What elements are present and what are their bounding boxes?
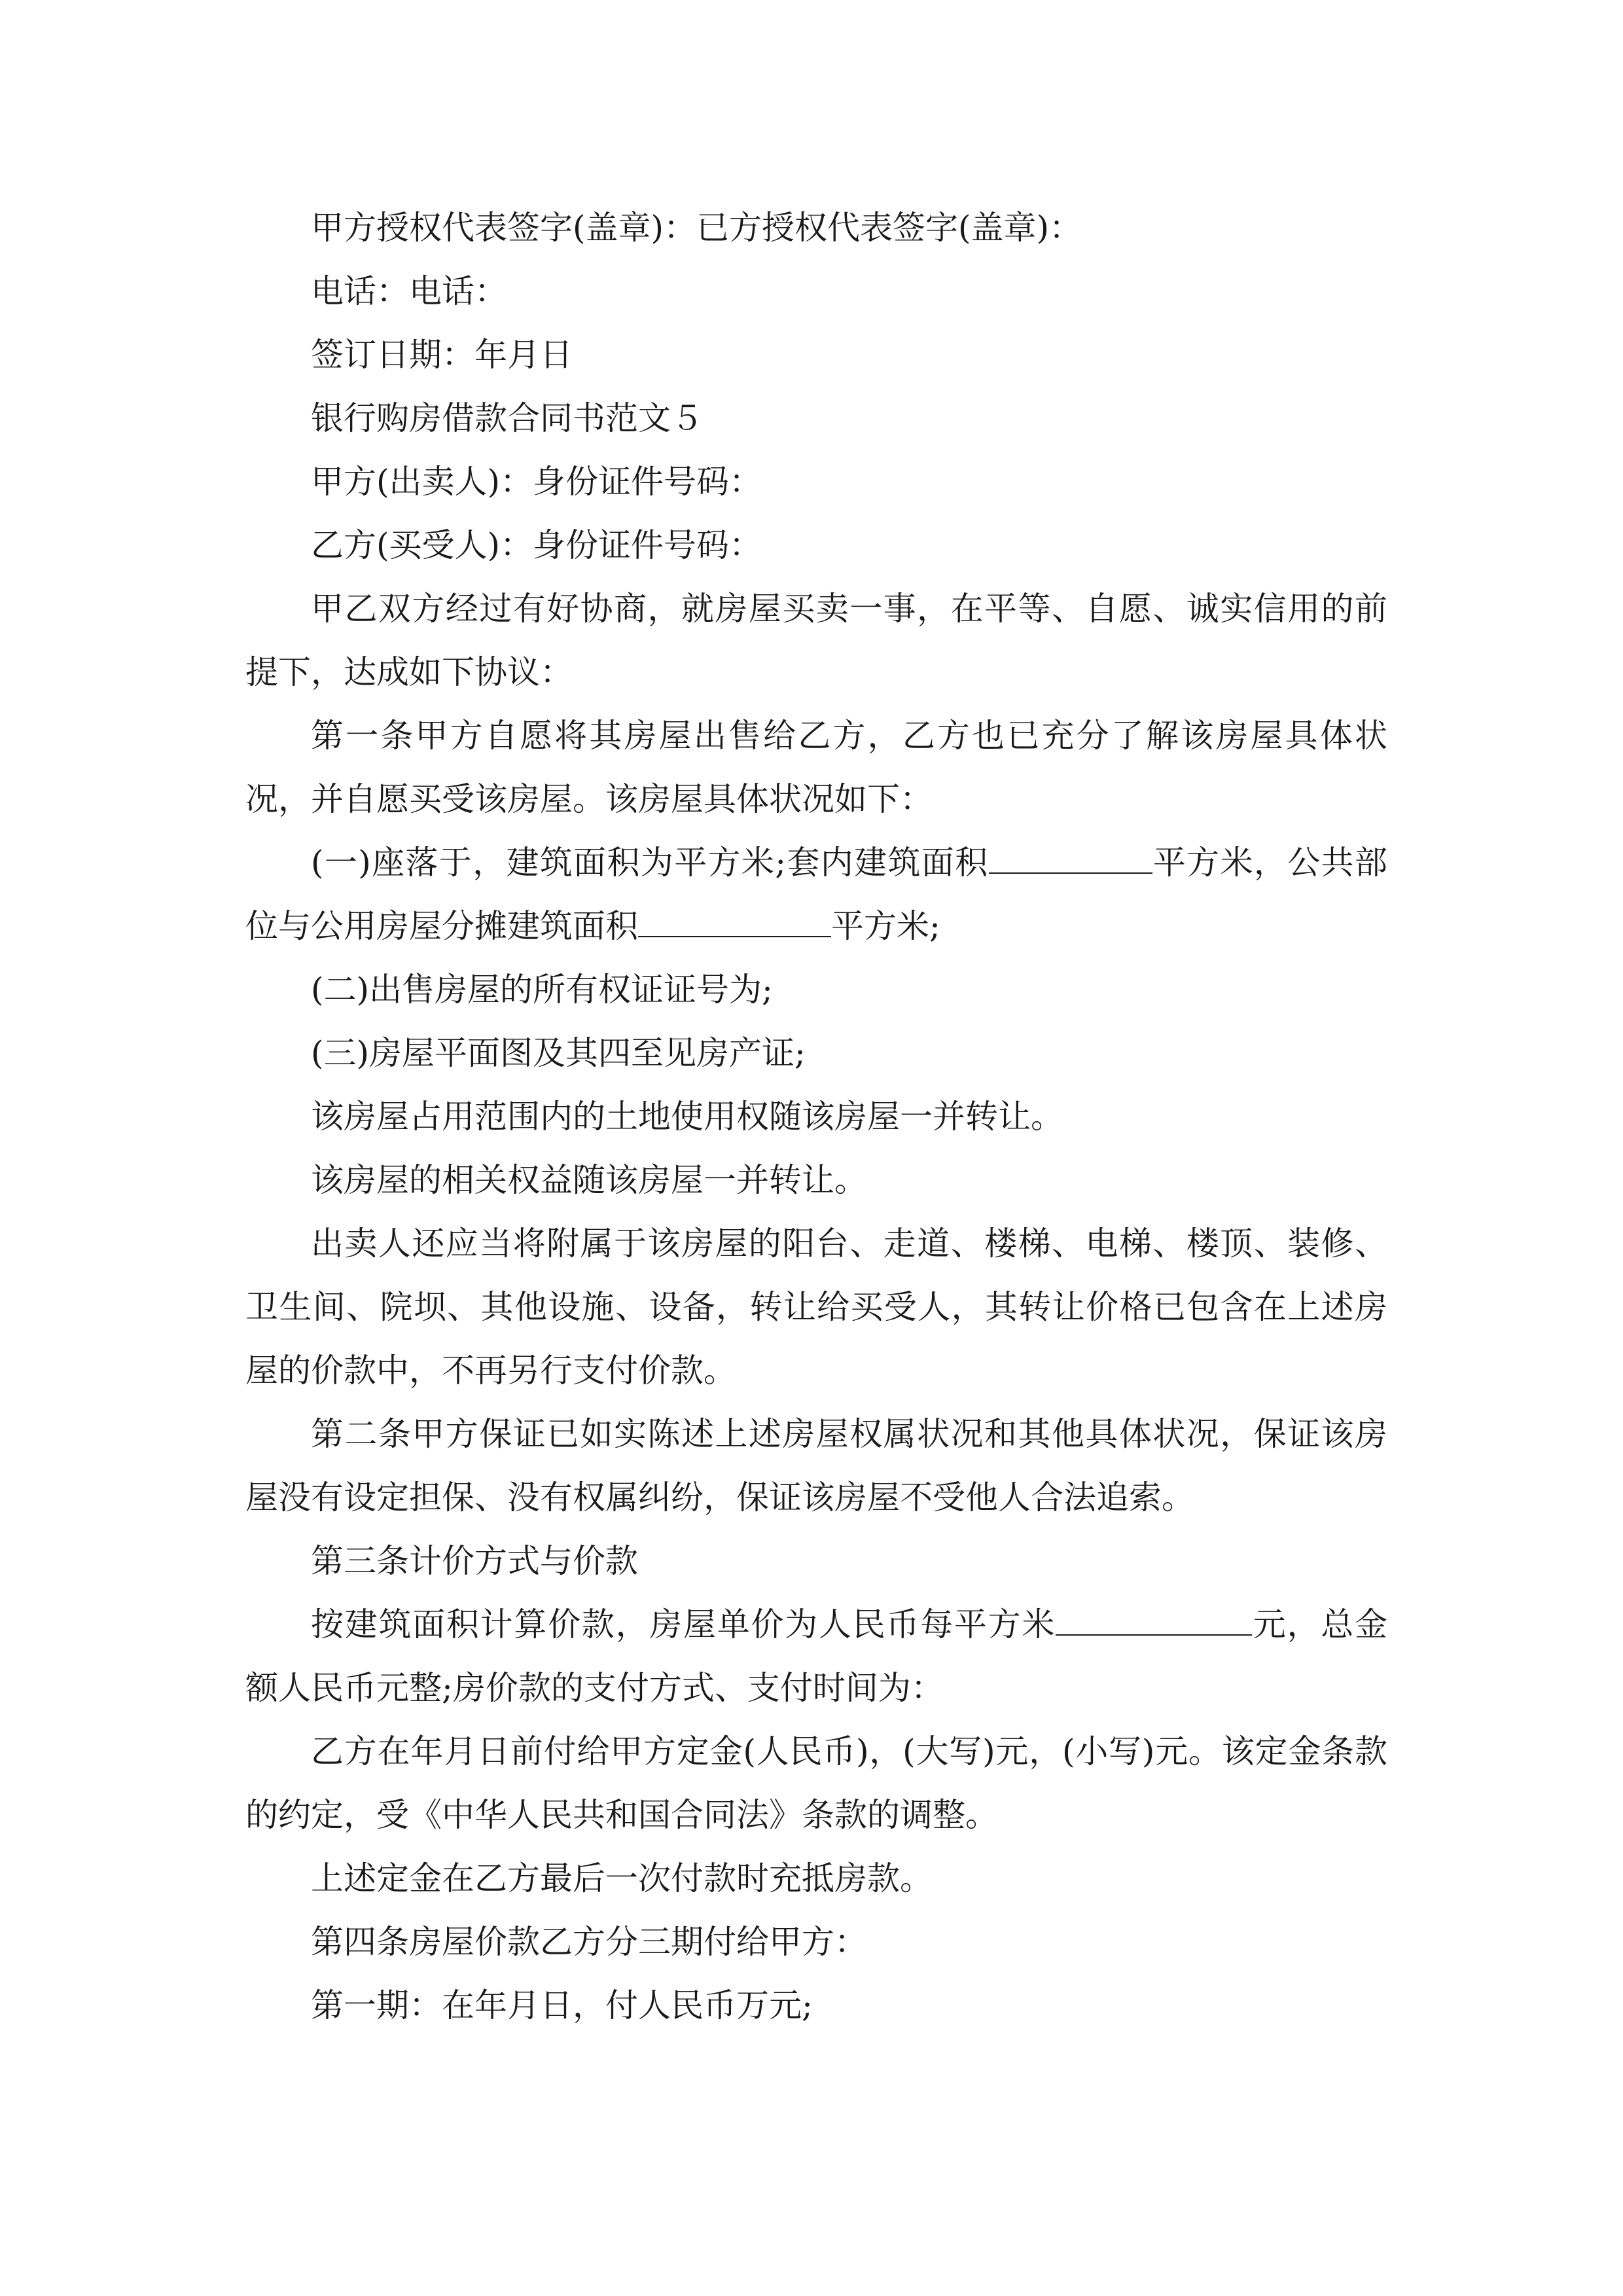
- article-2-paragraph: 第二条甲方保证已如实陈述上述房屋权属状况和其他具体状况，保证该房屋没有设定担保、没有权属纠纷，保证该房屋不受他人合法追索。: [245, 1415, 1387, 1516]
- rights-paragraph: 该房屋的相关权益随该房屋一并转让。: [311, 1161, 867, 1199]
- clause-2-paragraph: (二)出售房屋的所有权证证号为;: [311, 971, 773, 1009]
- fixtures-paragraph: 出卖人还应当将附属于该房屋的阳台、走道、楼梯、电梯、楼顶、装修、卫生间、院坝、其他设施、设备，转让给买受人，其转让价格已包含在上述房屋的价款中，不再另行支付价款。: [245, 1225, 1387, 1390]
- sign-date-line: 签订日期：年月日: [311, 336, 573, 374]
- deposit-paragraph: 乙方在年月日前付给甲方定金(人民币)，(大写)元，(小写)元。该定金条款的约定，受《中华人民共和国合同法》条款的调整。: [245, 1732, 1387, 1834]
- party-b-line: 乙方(买受人)：身份证件号码：: [311, 526, 762, 564]
- phone-line: 电话：电话：: [311, 272, 507, 310]
- preamble-paragraph: 甲乙双方经过有好协商，就房屋买卖一事，在平等、自愿、诚实信用的前提下，达成如下协议：: [245, 590, 1387, 691]
- article-4-paragraph: 第四条房屋价款乙方分三期付给甲方：: [311, 1923, 867, 1961]
- deposit-offset-paragraph: 上述定金在乙方最后一次付款时充抵房款。: [311, 1859, 933, 1897]
- fill-in-blank: [638, 897, 831, 937]
- fill-in-blank: [989, 833, 1152, 874]
- clause-1-text-b: 平方米，公共部位与公用房屋分摊建筑面积: [245, 844, 1388, 945]
- pricing-text-b: 元，总金额人民币元整;房价款的支付方式、支付时间为：: [245, 1605, 1388, 1707]
- party-a-line: 甲方(出卖人)：身份证件号码：: [311, 463, 762, 501]
- clause-1-paragraph: [245, 831, 1387, 958]
- fill-in-blank: [1056, 1595, 1252, 1636]
- clause-1-text-c: 平方米;: [831, 907, 940, 945]
- article-3-heading: 第三条计价方式与价款: [311, 1542, 638, 1580]
- pricing-text-a: 按建筑面积计算价款，房屋单价为人民币每平方米: [311, 1605, 1056, 1643]
- first-installment-paragraph: 第一期：在年月日，付人民币万元;: [311, 1986, 813, 2024]
- clause-3-paragraph: (三)房屋平面图及其四至见房产证;: [311, 1034, 806, 1072]
- signature-line: 甲方授权代表签字(盖章)：已方授权代表签字(盖章)：: [311, 209, 1082, 247]
- section-title: 银行购房借款合同书范文５: [311, 399, 704, 437]
- article-1-paragraph: 第一条甲方自愿将其房屋出售给乙方，乙方也已充分了解该房屋具体状况，并自愿买受该房屋。该房屋具体状况如下：: [245, 717, 1387, 818]
- clause-1-text-a: (一)座落于，建筑面积为平方米;套内建筑面积: [311, 844, 989, 882]
- contract-text: [245, 196, 1387, 2037]
- pricing-paragraph: [245, 1593, 1387, 1720]
- land-use-paragraph: 该房屋占用范围内的土地使用权随该房屋一并转让。: [311, 1098, 1063, 1136]
